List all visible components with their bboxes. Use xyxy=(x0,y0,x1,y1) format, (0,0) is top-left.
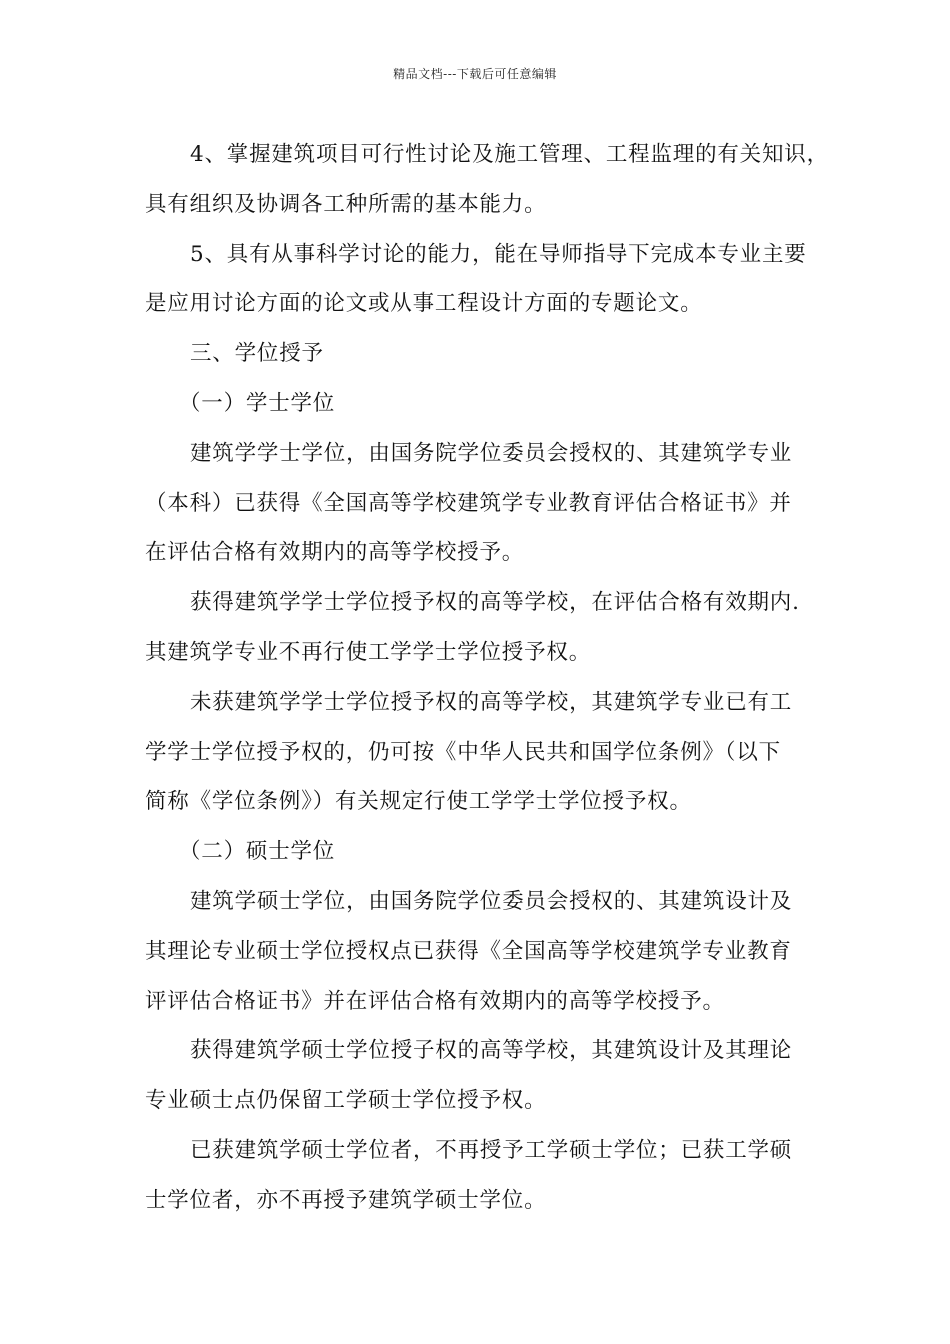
text-line: （本科）已获得《全国高等学校建筑学专业教育评估合格证书》并 xyxy=(145,490,792,516)
text-line: 4、掌握建筑项目可行性讨论及施工管理、工程监理的有关知识， xyxy=(190,142,829,167)
text-line: 是应用讨论方面的论文或从事工程设计方面的专题论文。 xyxy=(145,291,703,317)
text-line: 建筑学学士学位，由国务院学位委员会授权的、其建筑学专业 xyxy=(190,440,793,466)
text-line: 专业硕士点仍保留工学硕士学位授予权。 xyxy=(145,1088,547,1114)
text-line: 在评估合格有效期内的高等学校授予。 xyxy=(145,540,525,566)
text-line: 获得建筑学硕士学位授子权的高等学校，其建筑设计及其理论 xyxy=(190,1038,793,1064)
text-line: 5、具有从事科学讨论的能力，能在导师指导下完成本专业主要 xyxy=(190,241,807,267)
text-line: 评评估合格证书》并在评估合格有效期内的高等学校授予。 xyxy=(145,988,725,1014)
text-line: 未获建筑学学士学位授予权的高等学校，其建筑学专业已有工 xyxy=(190,689,793,715)
text-line: 建筑学硕士学位，由国务院学位委员会授权的、其建筑设计及 xyxy=(190,888,793,914)
text-line: 学学士学位授予权的，仍可按《中华人民共和国学位条例》（以下 xyxy=(145,739,781,765)
text-line: 已获建筑学硕士学位者，不再授予工学硕士学位；已获工学硕 xyxy=(190,1137,793,1163)
text-line: 获得建筑学学士学位授予权的高等学校，在评估合格有效期内. xyxy=(190,590,800,616)
text-line: 其理论专业硕士学位授权点已获得《全国高等学校建筑学专业教育 xyxy=(145,938,792,964)
page-header: 精品文档---下载后可任意编辑 xyxy=(393,67,557,81)
text-line: 具有组织及协调各工种所需的基本能力。 xyxy=(145,191,547,217)
section-heading: 三、学位授予 xyxy=(190,341,324,367)
subsection-heading: （一）学士学位 xyxy=(179,390,336,416)
text-line: 简称《学位条例》）有关规定行使工学学士学位授予权。 xyxy=(145,789,692,815)
text-line: 其建筑学专业不再行使工学学士学位授予权。 xyxy=(145,639,592,665)
text-line: 士学位者，亦不再授予建筑学硕士学位。 xyxy=(145,1187,547,1213)
document-body xyxy=(145,130,829,1226)
subsection-heading: （二）硕士学位 xyxy=(179,839,336,865)
